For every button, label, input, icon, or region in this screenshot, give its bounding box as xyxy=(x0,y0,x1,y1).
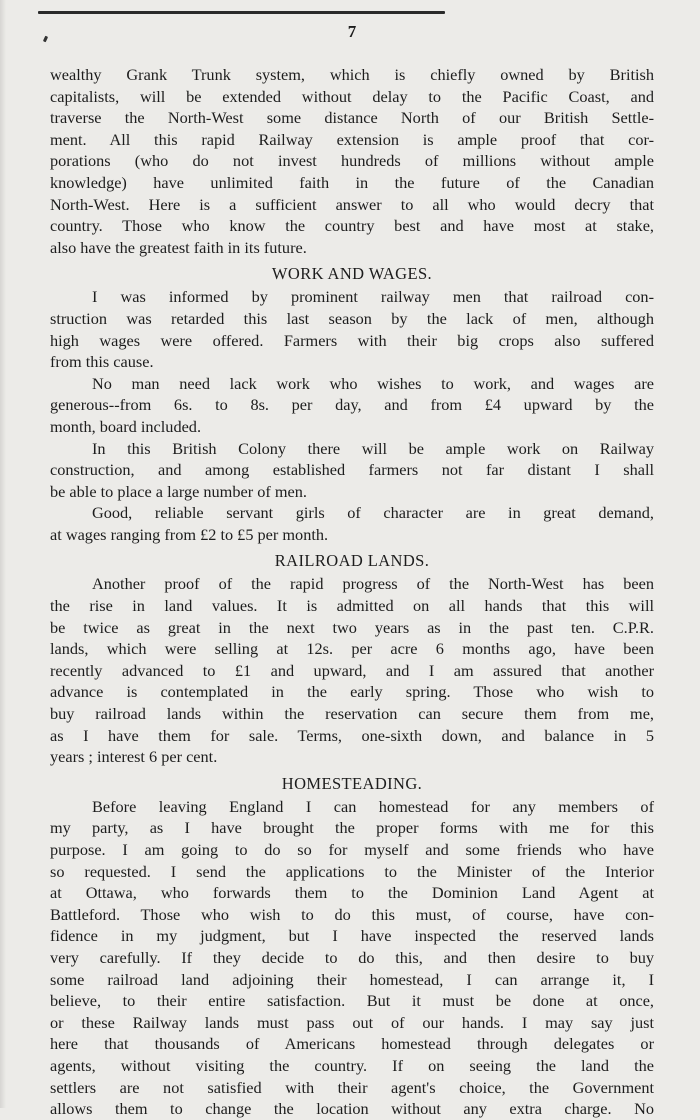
text-line: some railroad land adjoining their homestead, I can arrange it, I xyxy=(50,969,654,989)
text-line: be twice as great in the next two years as in the past ten. C.P.R. xyxy=(50,617,654,637)
text-line: as I have them for sale. Terms, one-sixth down, and balance in 5 xyxy=(50,725,654,745)
page-edge-shadow xyxy=(0,0,6,1108)
text-line: construction, and among established farmers not far distant I shall xyxy=(50,460,654,480)
text-line: at Ottawa, who forwards them to the Dominion Land Agent at xyxy=(50,883,654,903)
text-line: capitalists, will be extended without delay to the Pacific Coast, and xyxy=(50,86,654,106)
section-homesteading xyxy=(50,772,654,1120)
text-line: fidence in my judgment, but I have inspected the reserved lands xyxy=(50,926,654,946)
text-line: North-West. Here is a sufficient answer to all who would decry that xyxy=(50,194,654,214)
page-number-text: 7 xyxy=(347,22,357,41)
text-line: Another proof of the rapid progress of the North-West has been xyxy=(92,574,654,594)
text-line: month, board included. xyxy=(50,416,202,436)
text-line: believe, to their entire satisfaction. But it must be done at once, xyxy=(50,991,654,1011)
text-line: years ; interest 6 per cent. xyxy=(50,747,218,767)
page-body xyxy=(50,64,654,1120)
text-line: traverse the North-West some distance North of our British Settle- xyxy=(50,108,654,128)
section-heading: HOMESTEADING. xyxy=(281,773,423,793)
text-line: also have the greatest faith in its future. xyxy=(50,237,307,257)
text-line: lands, which were selling at 12s. per acre 6 months ago, have been xyxy=(50,639,654,659)
text-line: struction was retarded this last season by the lack of men, although xyxy=(50,308,654,328)
text-line: very carefully. If they decide to do this, and then desire to buy xyxy=(50,947,654,967)
text-line: be able to place a large number of men. xyxy=(50,481,307,501)
text-line: Battleford. Those who wish to do this must, of course, have con- xyxy=(50,904,654,924)
page-number xyxy=(0,22,700,42)
text-line: Before leaving England I can homestead for any members of xyxy=(92,796,654,816)
text-line: or these Railway lands must pass out of our hands. I may say just xyxy=(50,1012,654,1032)
text-line: country. Those who know the country best and have most at stake, xyxy=(50,216,654,236)
text-line: agents, without visiting the country. If on seeing the land the xyxy=(50,1055,654,1075)
text-line: Good, reliable servant girls of character are in great demand, xyxy=(92,503,654,523)
text-line: advance is contemplated in the early spring. Those who wish to xyxy=(50,682,654,702)
section-heading: RAILROAD LANDS. xyxy=(274,551,430,571)
text-line: allows them to change the location without any extra charge. No xyxy=(50,1099,654,1119)
text-line: here that thousands of Americans homestead through delegates or xyxy=(50,1034,654,1054)
text-line: purpose. I am going to do so for myself and some friends who have xyxy=(50,840,654,859)
text-line: recently advanced to £1 and upward, and I am assured that another xyxy=(50,660,654,680)
text-line: generous--from 6s. to 8s. per day, and from £4 upward by the xyxy=(50,395,654,415)
text-line: knowledge) have unlimited faith in the future of the Canadian xyxy=(50,172,654,192)
text-line: buy railroad lands within the reservation can secure them from me, xyxy=(50,704,654,724)
section-intro xyxy=(50,64,654,258)
text-line: ment. All this rapid Railway extension is ample proof that cor- xyxy=(50,129,654,149)
section-railroad-lands xyxy=(50,549,654,767)
text-line: my party, as I have brought the proper forms with me for this xyxy=(50,818,654,838)
text-line: from this cause. xyxy=(50,352,154,372)
text-line: I was informed by prominent railway men that railroad con- xyxy=(92,287,654,307)
section-work-and-wages xyxy=(50,262,654,545)
text-line: In this British Colony there will be ample work on Railway xyxy=(92,438,654,458)
text-line: settlers are not satisfied with their agent's choice, the Government xyxy=(50,1077,654,1097)
text-line: the rise in land values. It is admitted on all hands that this will xyxy=(50,596,654,616)
text-line: wealthy Grank Trunk system, which is chiefly owned by British xyxy=(50,65,654,84)
text-line: porations (who do not invest hundreds of millions without ample xyxy=(50,151,654,171)
section-heading: WORK AND WAGES. xyxy=(271,264,433,284)
text-line: high wages were offered. Farmers with their big crops also suffered xyxy=(50,330,654,350)
text-line: No man need lack work who wishes to work, and wages are xyxy=(92,373,654,393)
text-line: at wages ranging from £2 to £5 per month. xyxy=(50,524,329,544)
text-line: so requested. I send the applications to the Minister of the Interior xyxy=(50,861,654,881)
header-rule xyxy=(38,11,445,14)
